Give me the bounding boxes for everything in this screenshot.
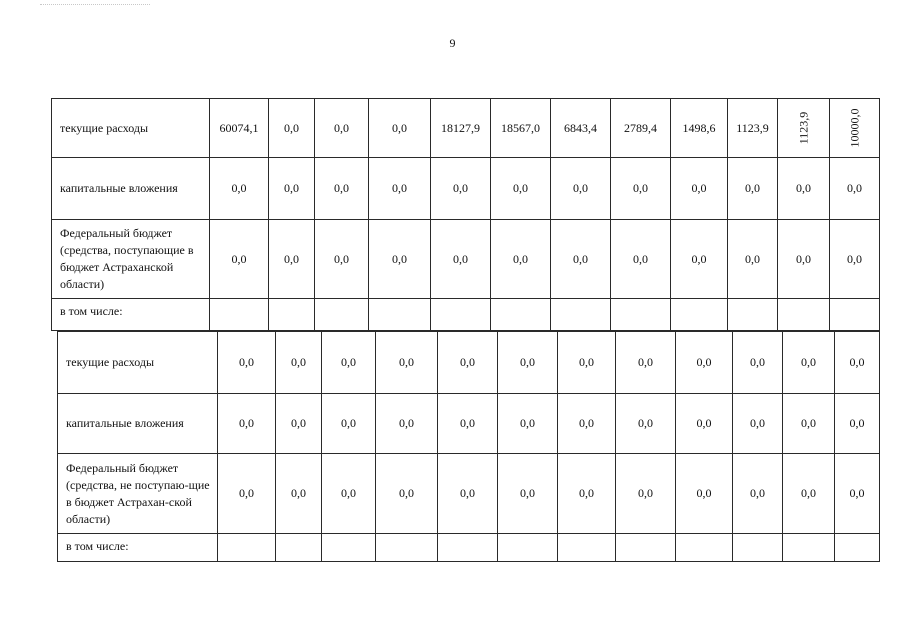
table-cell: 0,0 [830, 158, 880, 220]
table-cell: 0,0 [835, 454, 880, 534]
table-cell: 0,0 [438, 332, 498, 394]
table-cell: 0,0 [322, 332, 376, 394]
table-cell: 0,0 [498, 394, 558, 454]
row-label: капитальные вложения [52, 158, 210, 220]
table-cell: 0,0 [276, 454, 322, 534]
table-cell: 0,0 [728, 158, 778, 220]
table-cell [431, 299, 491, 331]
table-cell: 0,0 [676, 332, 733, 394]
table-row [52, 220, 880, 299]
table-cell: 0,0 [276, 332, 322, 394]
row-label: текущие расходы [58, 332, 218, 394]
table-cell [835, 534, 880, 562]
budget-table-top [51, 98, 880, 331]
table-cell: 0,0 [830, 220, 880, 299]
table-cell [322, 534, 376, 562]
table-cell [491, 299, 551, 331]
row-label: Федеральный бюджет (средства, не поступаю-щие в бюджет Астрахан-ской области) [58, 454, 218, 534]
table-cell: 0,0 [733, 454, 783, 534]
budget-table-bottom [57, 331, 880, 562]
table-cell: 0,0 [210, 158, 269, 220]
table-cell: 0,0 [835, 394, 880, 454]
table-cell: 0,0 [269, 158, 315, 220]
table-cell [210, 299, 269, 331]
table-cell: 0,0 [778, 158, 830, 220]
table-cell: 0,0 [733, 394, 783, 454]
table-cell: 0,0 [611, 158, 671, 220]
table-cell: 0,0 [376, 332, 438, 394]
table-cell: 0,0 [218, 332, 276, 394]
table-cell: 1498,6 [671, 99, 728, 158]
table-cell: 0,0 [369, 158, 431, 220]
table-cell [830, 299, 880, 331]
table-row [58, 332, 880, 394]
table-cell: 0,0 [558, 394, 616, 454]
table-cell: 0,0 [210, 220, 269, 299]
table-row [52, 158, 880, 220]
table-cell [728, 299, 778, 331]
table-cell: 0,0 [315, 99, 369, 158]
row-label: капитальные вложения [58, 394, 218, 454]
table-cell [369, 299, 431, 331]
table-cell: 0,0 [376, 394, 438, 454]
table-cell: 0,0 [783, 394, 835, 454]
table-cell: 0,0 [551, 220, 611, 299]
row-label: в том числе: [52, 299, 210, 331]
table-cell: 18127,9 [431, 99, 491, 158]
table-cell [616, 534, 676, 562]
table-cell: 0,0 [611, 220, 671, 299]
table-row [58, 454, 880, 534]
table-cell: 0,0 [438, 394, 498, 454]
table-cell: 0,0 [438, 454, 498, 534]
table-cell: 0,0 [431, 158, 491, 220]
vertical-value: 1123,9 [796, 111, 810, 145]
table-cell: 1123,9 [728, 99, 778, 158]
table-cell: 60074,1 [210, 99, 269, 158]
table-cell: 0,0 [491, 158, 551, 220]
table-cell [783, 534, 835, 562]
table-cell [676, 534, 733, 562]
table-cell: 0,0 [671, 158, 728, 220]
table-cell: 0,0 [498, 454, 558, 534]
table-cell: 0,0 [276, 394, 322, 454]
table-cell [611, 299, 671, 331]
table-cell [438, 534, 498, 562]
table-cell: 0,0 [322, 454, 376, 534]
table-cell: 18567,0 [491, 99, 551, 158]
table-cell: 0,0 [369, 99, 431, 158]
table-cell [315, 299, 369, 331]
page-number: 9 [449, 36, 456, 50]
table-cell: 0,0 [558, 454, 616, 534]
table-cell: 0,0 [315, 158, 369, 220]
table-cell [551, 299, 611, 331]
table-cell: 0,0 [376, 454, 438, 534]
table-cell: 0,0 [728, 220, 778, 299]
table-cell: 0,0 [733, 332, 783, 394]
table-cell [733, 534, 783, 562]
table-cell: 0,0 [676, 454, 733, 534]
table-row [52, 299, 880, 331]
table-row [58, 534, 880, 562]
row-label: Федеральный бюджет (средства, поступающие в бюджет Астраханской области) [52, 220, 210, 299]
table-cell: 0,0 [269, 220, 315, 299]
table-cell [218, 534, 276, 562]
table-cell: 0,0 [616, 454, 676, 534]
table-cell: 0,0 [369, 220, 431, 299]
table-cell: 0,0 [616, 394, 676, 454]
table-cell: 0,0 [218, 454, 276, 534]
scan-artifact-marks [40, 4, 150, 7]
vertical-value: 10000,0 [847, 108, 861, 148]
table-cell: 0,0 [783, 454, 835, 534]
table-cell [778, 299, 830, 331]
table-cell: 0,0 [269, 99, 315, 158]
table-cell: 0,0 [218, 394, 276, 454]
table-cell-vertical [778, 99, 830, 158]
table-cell: 0,0 [322, 394, 376, 454]
table-cell [269, 299, 315, 331]
table-cell: 0,0 [616, 332, 676, 394]
table-cell [498, 534, 558, 562]
table-cell [558, 534, 616, 562]
table-cell: 0,0 [431, 220, 491, 299]
row-label: текущие расходы [52, 99, 210, 158]
table-cell: 0,0 [671, 220, 728, 299]
table-row [58, 394, 880, 454]
table-cell: 2789,4 [611, 99, 671, 158]
table-cell: 0,0 [676, 394, 733, 454]
table-cell: 0,0 [551, 158, 611, 220]
table-cell: 6843,4 [551, 99, 611, 158]
table-row [52, 99, 880, 158]
row-label: в том числе: [58, 534, 218, 562]
table-cell [376, 534, 438, 562]
table-cell: 0,0 [778, 220, 830, 299]
table-cell: 0,0 [558, 332, 616, 394]
table-cell: 0,0 [498, 332, 558, 394]
table-cell: 0,0 [491, 220, 551, 299]
table-cell [276, 534, 322, 562]
table-cell: 0,0 [315, 220, 369, 299]
table-cell: 0,0 [835, 332, 880, 394]
table-cell-vertical [830, 99, 880, 158]
table-cell [671, 299, 728, 331]
table-cell: 0,0 [783, 332, 835, 394]
